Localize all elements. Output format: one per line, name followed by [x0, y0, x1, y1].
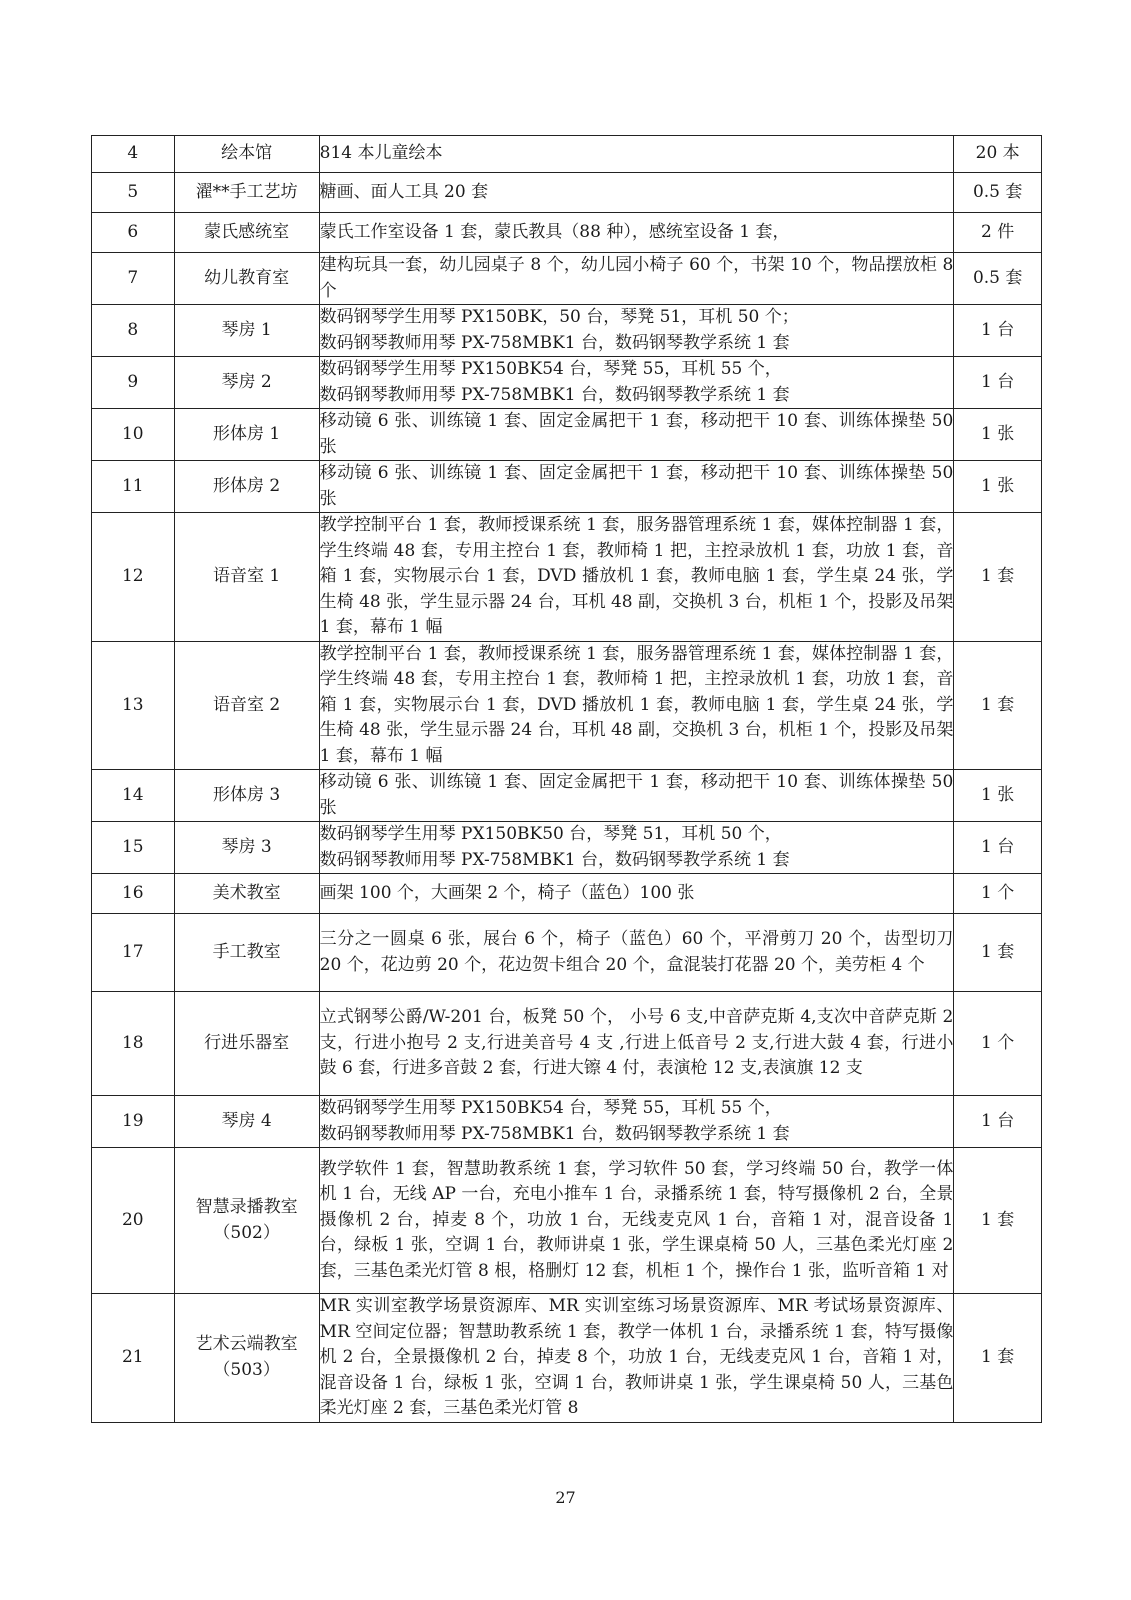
row-number: 4 — [92, 136, 175, 173]
row-number: 12 — [92, 513, 175, 642]
table-row — [92, 874, 1042, 914]
table-row — [92, 173, 1042, 213]
equipment-description: 814 本儿童绘本 — [319, 136, 954, 173]
equipment-description: 建构玩具一套，幼儿园桌子 8 个，幼儿园小椅子 60 个，书架 10 个，物品摆放柜 8 个 — [319, 253, 954, 305]
row-number: 21 — [92, 1294, 175, 1423]
room-name: 绘本馆 — [174, 136, 319, 173]
room-name: 美术教室 — [174, 874, 319, 914]
table-row — [92, 822, 1042, 874]
row-number: 16 — [92, 874, 175, 914]
quantity: 1 套 — [954, 1294, 1042, 1423]
equipment-description: 移动镜 6 张、训练镜 1 套、固定金属把干 1 套，移动把干 10 套、训练体操垫 50 张 — [319, 409, 954, 461]
row-number: 19 — [92, 1096, 175, 1148]
page-number: 27 — [555, 1488, 576, 1507]
table-row — [92, 253, 1042, 305]
equipment-description: 糖画、面人工具 20 套 — [319, 173, 954, 213]
quantity: 0.5 套 — [954, 173, 1042, 213]
equipment-table — [91, 135, 1042, 1423]
quantity: 1 个 — [954, 992, 1042, 1096]
equipment-description: 教学软件 1 套，智慧助教系统 1 套，学习软件 50 套，学习终端 50 台，教学一体机 1 台，无线 AP 一台，充电小推车 1 台，录播系统 1 套，特写摄像机 2 台，全景摄像机 2 台，掉麦 8 个，功放 1 台，无线麦克风 1 台，音箱 1 对，混音设备 1 台，绿板 1 张，空调 1 台，教师讲桌 1 张，学生课桌椅 50 人，三基色柔光灯座 2 套，三基色柔光灯管 8 根，格删灯 12 套，机柜 1 个，操作台 1 张，监听音箱 1 对 — [319, 1148, 954, 1294]
row-number: 15 — [92, 822, 175, 874]
equipment-description: 教学控制平台 1 套，教师授课系统 1 套，服务器管理系统 1 套，媒体控制器 1 套，学生终端 48 套，专用主控台 1 套，教师椅 1 把，主控录放机 1 套，功放 1 套，音箱 1 套，实物展示台 1 套，DVD 播放机 1 套，教师电脑 1 套，学生桌 24 张，学生椅 48 张，学生显示器 24 台，耳机 48 副，交换机 3 台，机柜 1 个，投影及吊架 1 套，幕布 1 幅 — [319, 641, 954, 770]
room-name: 手工教室 — [174, 914, 319, 992]
table-row — [92, 305, 1042, 357]
table-row — [92, 1096, 1042, 1148]
quantity: 1 套 — [954, 1148, 1042, 1294]
table-row — [92, 641, 1042, 770]
room-name: 琴房 1 — [174, 305, 319, 357]
room-name: 行进乐器室 — [174, 992, 319, 1096]
row-number: 18 — [92, 992, 175, 1096]
quantity: 1 套 — [954, 513, 1042, 642]
table-row — [92, 409, 1042, 461]
quantity: 1 台 — [954, 357, 1042, 409]
row-number: 6 — [92, 213, 175, 253]
row-number: 13 — [92, 641, 175, 770]
quantity: 1 台 — [954, 822, 1042, 874]
equipment-description: 蒙氏工作室设备 1 套，蒙氏教具（88 种），感统室设备 1 套， — [319, 213, 954, 253]
equipment-description: 三分之一圆桌 6 张，展台 6 个，椅子（蓝色）60 个，平滑剪刀 20 个，齿型切刀 20 个，花边剪 20 个，花边贺卡组合 20 个，盒混装打花器 20 个，美劳柜 4 个 — [319, 914, 954, 992]
equipment-description: 教学控制平台 1 套，教师授课系统 1 套，服务器管理系统 1 套，媒体控制器 1 套，学生终端 48 套，专用主控台 1 套，教师椅 1 把，主控录放机 1 套，功放 1 套，音箱 1 套，实物展示台 1 套，DVD 播放机 1 套，教师电脑 1 套，学生桌 24 张，学生椅 48 张，学生显示器 24 台，耳机 48 副，交换机 3 台，机柜 1 个，投影及吊架 1 套，幕布 1 幅 — [319, 513, 954, 642]
equipment-description: 移动镜 6 张、训练镜 1 套、固定金属把干 1 套，移动把干 10 套、训练体操垫 50 张 — [319, 461, 954, 513]
quantity: 1 套 — [954, 914, 1042, 992]
room-name: 琴房 2 — [174, 357, 319, 409]
room-name: 形体房 2 — [174, 461, 319, 513]
row-number: 10 — [92, 409, 175, 461]
row-number: 17 — [92, 914, 175, 992]
quantity: 1 台 — [954, 1096, 1042, 1148]
row-number: 11 — [92, 461, 175, 513]
table-row — [92, 770, 1042, 822]
table-row — [92, 914, 1042, 992]
equipment-description: 数码钢琴学生用琴 PX150BK50 台，琴凳 51，耳机 50 个， 数码钢琴教师用琴 PX-758MBK1 台，数码钢琴教学系统 1 套 — [319, 822, 954, 874]
room-name: 艺术云端教室 （503） — [174, 1294, 319, 1423]
equipment-description: 立式钢琴公爵/W-201 台，板凳 50 个， 小号 6 支,中音萨克斯 4,支次中音萨克斯 2 支，行进小抱号 2 支,行进美音号 4 支 ,行进上低音号 2 支,行进大鼓 4 套，行进小鼓 6 套，行进多音鼓 2 套，行进大镲 4 付，表演枪 12 支,表演旗 12 支 — [319, 992, 954, 1096]
row-number: 5 — [92, 173, 175, 213]
equipment-table-body — [92, 136, 1042, 1423]
table-row — [92, 357, 1042, 409]
room-name: 琴房 3 — [174, 822, 319, 874]
row-number: 8 — [92, 305, 175, 357]
row-number: 7 — [92, 253, 175, 305]
quantity: 0.5 套 — [954, 253, 1042, 305]
room-name: 蒙氏感统室 — [174, 213, 319, 253]
quantity: 1 张 — [954, 461, 1042, 513]
quantity: 1 张 — [954, 770, 1042, 822]
row-number: 9 — [92, 357, 175, 409]
table-row — [92, 136, 1042, 173]
quantity: 1 套 — [954, 641, 1042, 770]
room-name: 语音室 1 — [174, 513, 319, 642]
table-row — [92, 461, 1042, 513]
quantity: 1 张 — [954, 409, 1042, 461]
table-row — [92, 1148, 1042, 1294]
row-number: 20 — [92, 1148, 175, 1294]
equipment-description: MR 实训室教学场景资源库、MR 实训室练习场景资源库、MR 考试场景资源库、MR 空间定位器；智慧助教系统 1 套，教学一体机 1 台，录播系统 1 套，特写摄像机 2 台，全景摄像机 2 台，掉麦 8 个，功放 1 台，无线麦克风 1 台，音箱 1 对，混音设备 1 台，绿板 1 张，空调 1 台，教师讲桌 1 张，学生课桌椅 50 人，三基色柔光灯座 2 套，三基色柔光灯管 8 — [319, 1294, 954, 1423]
row-number: 14 — [92, 770, 175, 822]
room-name: 形体房 3 — [174, 770, 319, 822]
room-name: 智慧录播教室 （502） — [174, 1148, 319, 1294]
table-row — [92, 992, 1042, 1096]
equipment-description: 数码钢琴学生用琴 PX150BK54 台，琴凳 55，耳机 55 个， 数码钢琴教师用琴 PX-758MBK1 台，数码钢琴教学系统 1 套 — [319, 357, 954, 409]
equipment-description: 画架 100 个，大画架 2 个，椅子（蓝色）100 张 — [319, 874, 954, 914]
equipment-description: 数码钢琴学生用琴 PX150BK54 台，琴凳 55，耳机 55 个， 数码钢琴教师用琴 PX-758MBK1 台，数码钢琴教学系统 1 套 — [319, 1096, 954, 1148]
equipment-description: 移动镜 6 张、训练镜 1 套、固定金属把干 1 套，移动把干 10 套、训练体操垫 50 张 — [319, 770, 954, 822]
quantity: 1 个 — [954, 874, 1042, 914]
room-name: 形体房 1 — [174, 409, 319, 461]
quantity: 20 本 — [954, 136, 1042, 173]
room-name: 琴房 4 — [174, 1096, 319, 1148]
table-row — [92, 513, 1042, 642]
room-name: 濯**手工艺坊 — [174, 173, 319, 213]
room-name: 幼儿教育室 — [174, 253, 319, 305]
quantity: 2 件 — [954, 213, 1042, 253]
table-row — [92, 1294, 1042, 1423]
equipment-description: 数码钢琴学生用琴 PX150BK，50 台，琴凳 51，耳机 50 个； 数码钢琴教师用琴 PX-758MBK1 台，数码钢琴教学系统 1 套 — [319, 305, 954, 357]
room-name: 语音室 2 — [174, 641, 319, 770]
table-row — [92, 213, 1042, 253]
quantity: 1 台 — [954, 305, 1042, 357]
